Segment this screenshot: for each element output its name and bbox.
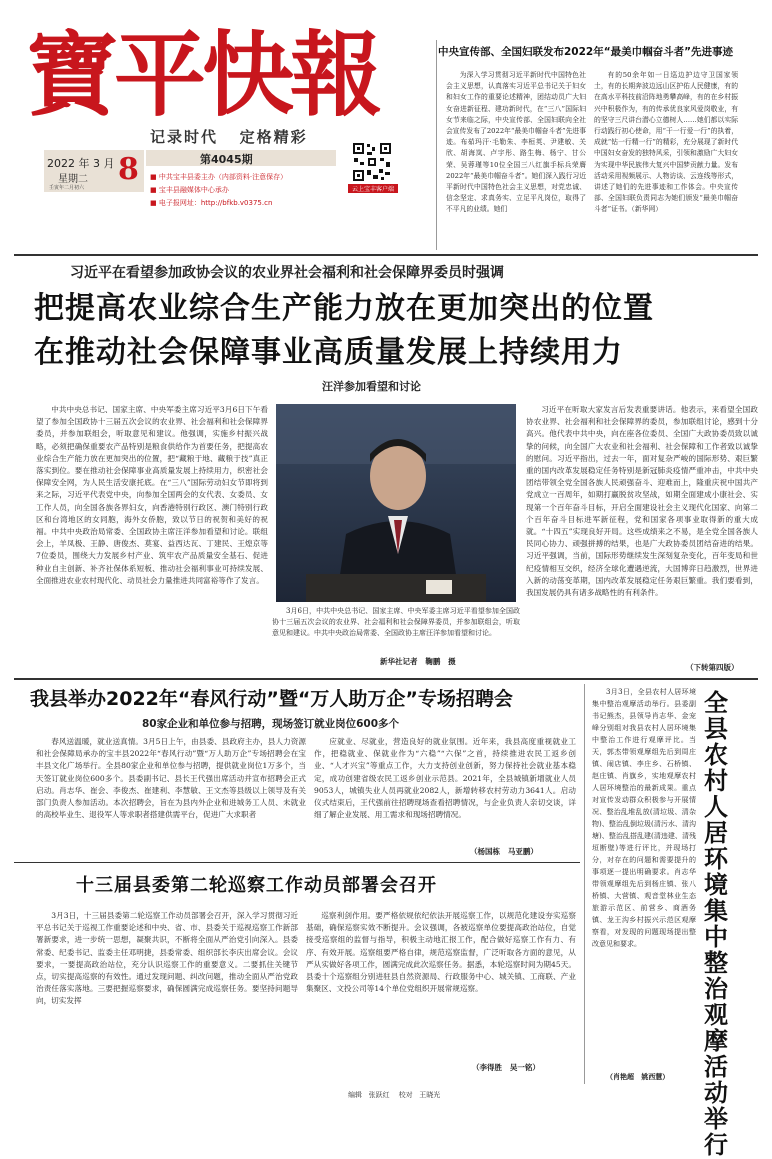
date-lunar: 壬寅年二月初六 xyxy=(49,185,85,191)
top-right-divider xyxy=(436,40,437,250)
footer-editors: 编辑 张跃红 校对 王晓光 xyxy=(348,1091,441,1099)
issue-number: 第4045期 xyxy=(200,153,253,166)
paragraph: 应就业、尽就业，营造良好的就业氛围。近年来，我县高度重视就业工作，把稳就业、保就业作为“六稳”“六保”之首，持续推进农民工返乡创业、“人才兴宝”等重点工作，大力支持创业创新，努力保持社会就业基本稳定，成功创建省级农民工返乡创业示范县。2021年，全县城镇新增就业人员9053人，城镇失业人员再就业2082人，新增转移农村劳动力3641人。启动仪式结束后，王代强前往招聘现场查看招聘情况，与企业负责人亲切交谈，详细了解企业发展、用工需求和现场招聘情况。 xyxy=(314,737,576,820)
story2-subtitle: 80家企业和单位参与招聘，现场签订就业岗位600多个 xyxy=(142,718,400,730)
info-line-2: ■ 宝丰县融媒体中心承办 xyxy=(150,186,229,194)
story2-top-rule xyxy=(14,678,758,680)
side-story-divider xyxy=(584,684,585,1084)
story2-col1 xyxy=(36,736,306,856)
top-right-headline: 中央宣传部、全国妇联发布2022年“最美巾帼奋斗者”先进事迹 xyxy=(438,46,734,58)
lead-title-line2: 在推动社会保障事业高质量发展上持续用力 xyxy=(34,335,623,370)
paragraph: 习近平在听取大家发言后发表重要讲话。他表示，来看望全国政协农业界、社会福利和社会保障界的委员，参加联组讨论，感到十分高兴。他代表中共中央，向在座各位委员、全国广大政协委员致以诚挚的问候，向全国广大农业和社会福利、社会保障和工作者致以诚挚的慰问。习近平指出，过去一年，面对复杂严峻的国际形势、艰巨繁重的国内改革发展稳定任务特别是新冠肺炎疫情严重冲击，中共中央团结带领全党全国各族人民顽强奋斗、迎难而上，隆重庆祝中国共产党成立一百周年，如期打赢脱贫攻坚战，如期全面建成小康社会、实现第一个百年奋斗目标，开启全面建设社会主义现代化国家、向第二个百年奋斗目标进军新征程，党和国家各项事业取得新的重大成就。“十四五”实现良好开局。这些成绩来之不易，是全党全国各族人民同心协力、顽强拼搏的结果，也是广大政协委员团结奋进的结果。习近平强调，当前，国际形势继续发生深刻复杂变化，百年变局和世纪疫情相互交织，经济全球化遭遇逆流，大国博弈日趋激烈，世界进入新的动荡变革期，国内改革发展稳定任务艰巨繁重。我们要看到，我国发展仍具有诸多战略性的有利条件。 xyxy=(526,405,758,598)
caption-text: 3月6日，中共中央总书记、国家主席、中央军委主席习近平看望参加全国政协十三届五次会议的农业界、社会福利和社会保障界委员，并参加联组会，听取意见和建议。中共中央政治局常委、全国政协主席汪洋参加看望和讨论。 xyxy=(272,607,520,637)
paragraph: 3月3日，全县农村人居环境集中整治观摩活动举行。县委副书记熊杰，县领导肖志华、金宠峰分别组对我县农村人居环境集中整治工作进行观摩评比。当天，郭杰带领观摩组先后到周庄镇、闹店镇、李庄乡、石桥镇、赵庄镇、肖旗乡，实地观摩农村人居环境整治的最新成果。重点对宣传发动群众积极参与开展情况、整治乱堆乱放(清垃圾、清杂物)、整治乱倒垃圾(清污水、清沟塘)、整治乱搭乱建(清违建、清残垣断壁)等进行评比，并现场打分，对存在的问题和需要提升的事项逐一提出明确要求。肖志华带领观摩组先后到杨庄镇、张八桥镇、大营镇、观音堂林业生态旅游示范区、前营乡、商酒务镇、龙王沟乡村振兴示范区观摩察看，对发现的问题现场提出整改意见和要求。 xyxy=(592,688,696,948)
photo-caption xyxy=(272,606,520,650)
date-day: 8 xyxy=(118,152,139,187)
lead-photo xyxy=(276,404,516,602)
photo-credit: 新华社记者 鞠鹏 摄 xyxy=(380,657,456,666)
masthead xyxy=(0,0,440,260)
masthead-title: 寶平快報 xyxy=(26,21,379,129)
date-weekday: 星期二 xyxy=(58,174,88,185)
masthead-slogan: 记录时代 定格精彩 xyxy=(150,128,308,146)
lead-top-rule xyxy=(14,254,758,256)
paragraph: 春风送温暖，就业送真情。3月5日上午，由县委、县政府主办，县人力资源和社会保障局承办的宝丰县2022年“春风行动”暨“万人助万企”专场招聘会在宝丰县文化广场举行。全县80家企业和单位参与招聘，提供就业岗位1万多个，当天签订就业岗位600多个。县委副书记、县长王代强出席活动并宣布招聘会正式启动。肖志华、崔会、李俊杰、崔建利、李慧敏、王文杰等县级以上领导及有关部门负责人参加活动。本次招聘会，旨在为县内外企业和进城务工人员、未就业的高校毕业生、退役军人等求职者搭建供需平台，促进广大求职者 xyxy=(36,737,306,820)
lead-col1 xyxy=(36,404,268,674)
paragraph: 为深入学习贯彻习近平新时代中国特色社会主义思想，认真落实习近平总书记关于妇女和妇女工作的重要论述精神，团结动员广大妇女奋进新征程、建功新时代，在“三八”国际妇女节来临之际，中央宣传部、全国妇联向全社会宣传发布了2022年“最美巾帼奋斗者”先进事迹。布茹玛汗·毛勒朱、李桓英、尹建敏、关欣、胡海岚、卢宇彤、路生梅、杨宁、甘公荣、吴蓉瑾等10位全国三八红旗手标兵荣膺2022年“最美巾帼奋斗者”。她们深入践行习近平新时代中国特色社会主义思想，对党忠诚、信念坚定、求真务实、立足平凡岗位，取得了不平凡的业绩。她们 xyxy=(446,71,586,214)
side-story-title: 全县农村人居环境集中整治观摩活动举行 xyxy=(704,689,728,1159)
lead-col3 xyxy=(526,404,758,660)
story2-byline: （杨国栋 马亚鹏） xyxy=(470,847,538,856)
lead-title-line1: 把提高农业综合生产能力放在更加突出的位置 xyxy=(34,291,654,326)
story3-top-rule xyxy=(14,862,580,863)
side-story-body xyxy=(592,686,696,1070)
lead-kicker: 习近平在看望参加政协会议的农业界社会福利和社会保障界委员时强调 xyxy=(70,265,504,281)
info-line-1: ■ 中共宝丰县委主办（内部资料·注意保存） xyxy=(150,173,288,181)
story3-col1 xyxy=(36,910,298,1080)
paragraph: 巡察利剑作用。要严格依规依纪依法开展巡察工作，以规范化建设夯实巡察基础，确保巡察实效不断提升。会议强调，各被巡察单位要提高政治站位，自觉接受巡察组的监督与指导，积极主动地汇报工作，配合做好巡察工作有力、有序、有效开展。巡察组要严格自律，规范巡察监督，广泛听取各方面的意见，从严从实做好各项工作，圆满完成此次巡察任务。据悉，本轮巡察时间为期45天。县委十个巡察组分别进驻县自然资源局、行政服务中心、城关镇、工商联、产业集聚区、文投公司等14个单位党组织开展常规巡察。 xyxy=(306,911,576,994)
lead-subtitle: 汪洋参加看望和讨论 xyxy=(322,380,421,393)
qr-code-icon xyxy=(352,142,392,182)
story2-col2 xyxy=(314,736,576,844)
story2-title: 我县举办2022年“春风行动”暨“万人助万企”专场招聘会 xyxy=(30,688,513,710)
top-right-col2 xyxy=(594,70,738,248)
date-year-month: 2022 年 3 月 xyxy=(47,157,115,170)
story3-col2 xyxy=(306,910,576,1060)
story3-title: 十三届县委第二轮巡察工作动员部署会召开 xyxy=(76,875,437,896)
continued-note: （下转第四版） xyxy=(686,663,739,672)
story3-byline: （李得胜 吴一铭） xyxy=(472,1063,540,1072)
paragraph: 3月3日，十三届县委第二轮巡察工作动员部署会召开，深入学习贯彻习近平总书记关于巡视工作重要论述和中央、省、市、县委关于巡视巡察工作新部署新要求，进一步统一思想，凝聚共识，不断将全面从严治党引向深入。县委常委、纪委书记、监委主任邓明捷，县委常委、组织部长李庆出席会议。会议要求，一要提高政治站位，充分认识巡察工作的重要意义。二要抓住关键节点，切实提高巡察的有效性。通过发现问题、纠改问题，推动全面从严治党政治责任落实落地。三要把握巡察要求，确保圆满完成巡察任务。要坚持问题导向，切实发挥 xyxy=(36,911,298,1006)
paragraph: 有的50余年如一日巡边护边守卫国家领土，有的长期奔波边远山区护佑人民健康，有的在高水平科技前沿阵地勇攀高峰，有的在乡村振兴中积极作为，有的传承优良家风爱岗敬业，有的坚守三尺讲台潜心立德树人……她们都以实际行动践行初心使命，用“干一行爱一行”的执着，成就“钻一行精一行”的精彩，充分展现了新时代中国妇女奋发的独特风采，引领和激励广大妇女为实现中华民族伟大复兴中国梦贡献力量。发布活动采用视频展示、人物访谈、云连线等形式，讲述了她们的先进事迹和工作体会。中央宣传部、全国妇联负责同志为她们颁发“最美巾帼奋斗者”证书。（新华网） xyxy=(594,71,738,214)
side-story-byline: （肖艳超 姚西慧） xyxy=(606,1073,670,1081)
top-right-col1 xyxy=(446,70,586,248)
qr-caption: 云上宝丰客户端 xyxy=(348,184,398,193)
paragraph: 中共中央总书记、国家主席、中央军委主席习近平3月6日下午看望了参加全国政协十三届五次会议的农业界、社会福利和社会保障界委员，并参加联组会，听取意见和建议。他强调，实施乡村振兴战略，必须把确保重要农产品特别是粮食供给作为首要任务，把提高农业综合生产能力放在更加突出的位置，把“藏粮于地、藏粮于技”真正落实到位。要在推动社会保障事业高质量发展上持续用力，织密社会保障安全网，为人民生活安康托底。在“三八”国际劳动妇女节即将到来之际，习近平代表党中央，向参加全国两会的女代表、女委员、女工作人员，向全国各族各界妇女，向香港特别行政区、澳门特别行政区和台湾地区的女同胞，海外女侨胞，致以节日的祝贺和美好的祝福。中共中央政治局常委、全国政协主席汪洋参加看望和讨论。联组会上，羊凤极、王静、唐俊杰、莫宴、益西达瓦、丁建民、王煌京等7位委员，围绕大力发展乡村产业、筑牢农产品质量安全基石、促进种业自主创新、补齐社保体系短板、推动社会福利事业可持续发展、全面推进农业农村现代化、动员社会力量推进共同富裕等作了发言。 xyxy=(36,405,268,585)
info-line-3: ■ 电子报网址：http://bfkb.v0375.cn xyxy=(150,199,273,207)
